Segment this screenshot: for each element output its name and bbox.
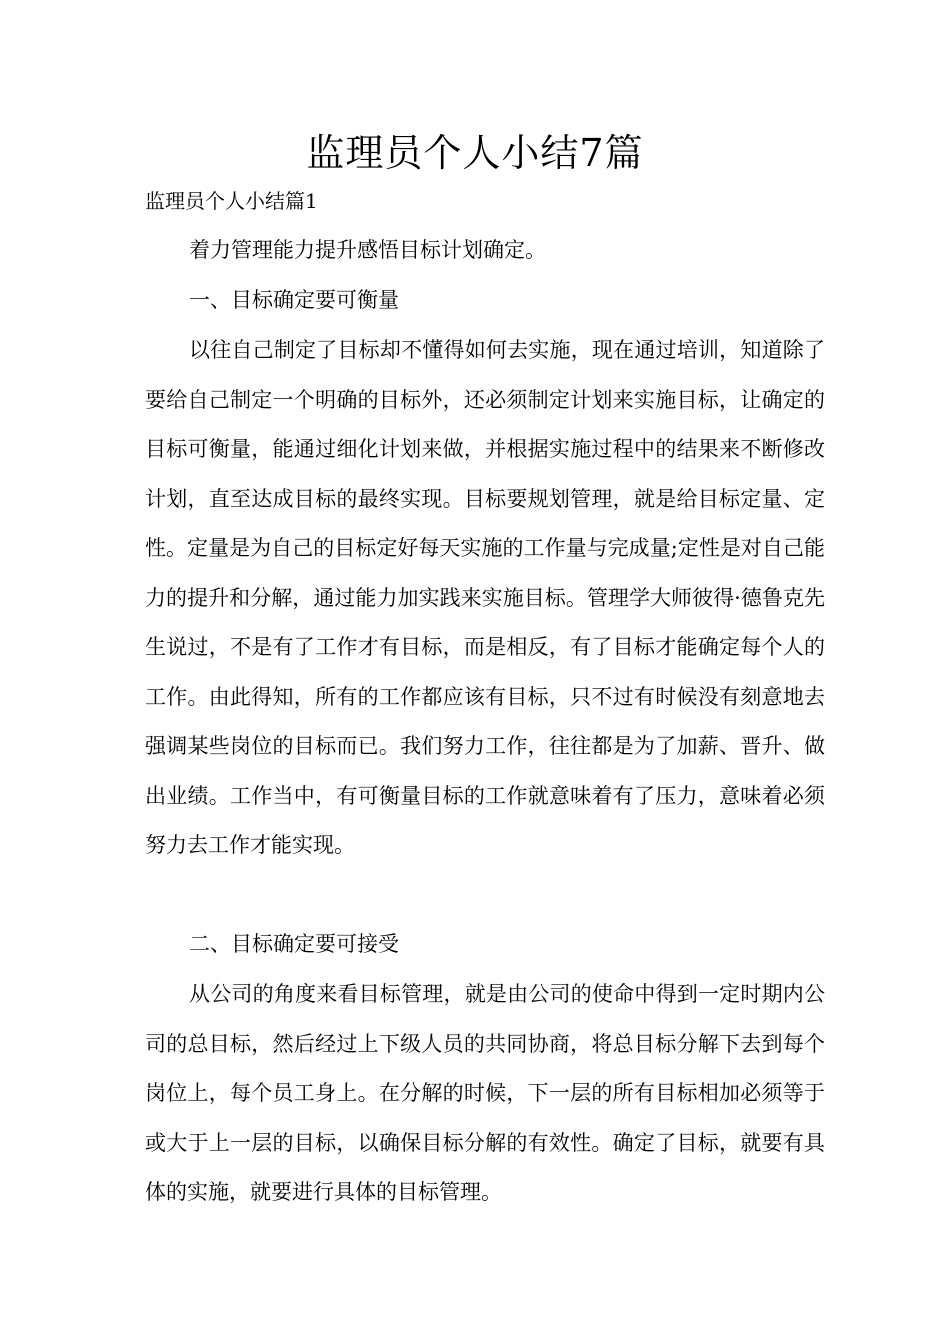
intro-paragraph: 着力管理能力提升感悟目标计划确定。 bbox=[189, 238, 546, 262]
body-paragraph-1: 以往自己制定了目标却不懂得如何去实施，现在通过培训，知道除了要给自己制定一个明确的目标外，还必须制定计划来实施目标，让确定的目标可衡量，能通过细化计划来做，并根据实施过程中的结果来不断修改计划，直至达成目标的最终实现。目标要规划管理，就是给目标定量、定性。定量是为自己的目标定好每天实施的工作量与完成量;定性是对自己能力的提升和分解，通过能力加实践来实施目标。管理学大师彼得·德鲁克先生说过，不是有了工作才有目标，而是相反，有了目标才能确定每个人的工作。由此得知，所有的工作都应该有目标，只不过有时候没有刻意地去强调某些岗位的目标而已。我们努力工作，往往都是为了加薪、晋升、做出业绩。工作当中，有可衡量目标的工作就意味着有了压力，意味着必须努力去工作才能实现。 bbox=[145, 338, 825, 857]
section-heading-1: 一、目标确定要可衡量 bbox=[189, 288, 399, 312]
body-paragraph-2: 从公司的角度来看目标管理，就是由公司的使命中得到一定时期内公司的总目标，然后经过上下级人员的共同协商，将总目标分解下去到每个岗位上，每个员工身上。在分解的时候，下一层的所有目标相加必须等于或大于上一层的目标，以确保目标分解的有效性。确定了目标，就要有具体的实施，就要进行具体的目标管理。 bbox=[145, 982, 825, 1204]
section-subtitle: 监理员个人小结篇1 bbox=[145, 189, 318, 213]
section-heading-2: 二、目标确定要可接受 bbox=[189, 932, 399, 956]
document-title: 监理员个人小结7篇 bbox=[306, 131, 644, 175]
